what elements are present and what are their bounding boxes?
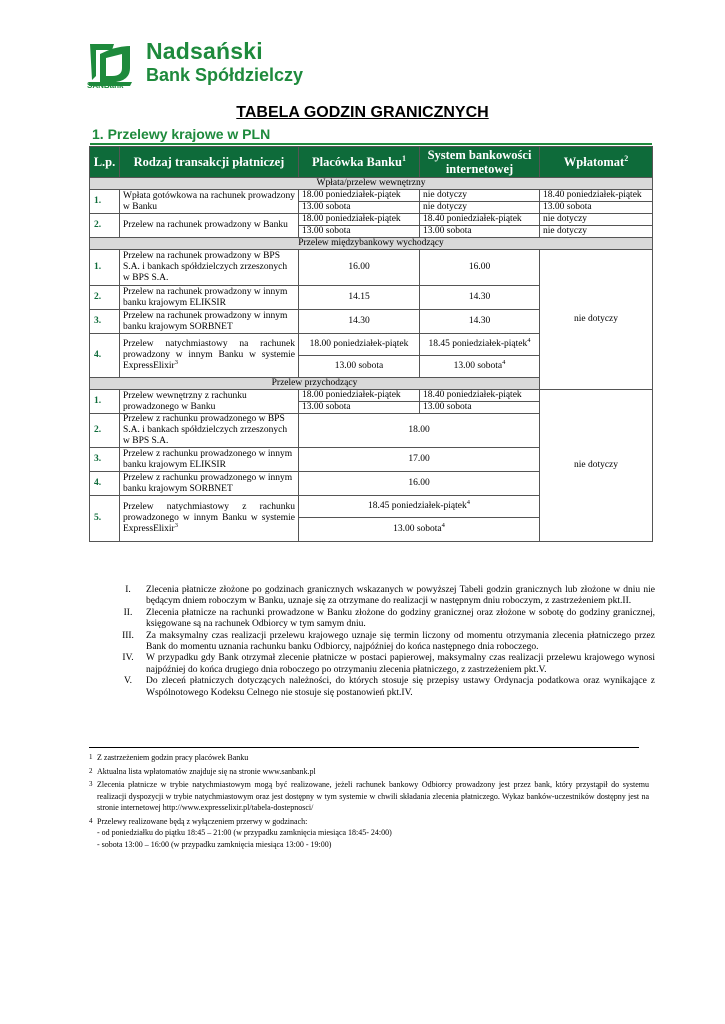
table-cell: 3. <box>90 310 120 334</box>
table-cell: 13.00 sobota <box>540 202 653 214</box>
footnote-line: - sobota 13:00 – 16:00 (w przypadku zamknięcia miesiąca 13:00 - 19:00) <box>97 839 332 849</box>
list-item: II. Zlecenia płatnicze na rachunki prowadzone w Banku złożone do godziny granicznej oraz złożone w sobotę do godziny granicznej, księgowane są na rachunek Odbiorcy w tym samym dniu. <box>123 607 655 630</box>
notes-list <box>110 585 655 699</box>
table-cell: 13.00 sobota <box>420 402 540 414</box>
table-cell: 16.00 <box>299 472 540 496</box>
wplatomat-not-applicable: nie dotyczy <box>540 390 653 542</box>
table-cell: 1. <box>90 190 120 214</box>
table-cell: Przelew na rachunek prowadzony w BPS S.A. i bankach spółdzielczych zrzeszonych w BPS S.A. <box>120 250 299 286</box>
table-cell: Przelew natychmiastowy z rachunku prowadzonego w innym Banku w systemie ExpressElixir$^3$ <box>120 496 299 542</box>
table-cell: 14.30 <box>299 310 420 334</box>
table-cell: Przelew z rachunku prowadzonego w innym banku krajowym SORBNET <box>120 472 299 496</box>
header-placowka: Placówka Banku$^1$ <box>299 147 420 178</box>
section-divider <box>90 143 652 145</box>
table-cell: nie dotyczy <box>420 190 540 202</box>
table-cell: Wpłata/przelew wewnętrzny <box>90 178 653 190</box>
footnote: 3 Zlecenia płatnicze w trybie natychmiastowym mogą być realizowane, jeżeli rachunek bankowy Odbiorcy prowadzony jest przez bank, który przystąpił do systemu realizacji dyspozycji w trybie natychmiastowym oraz jest dostępny w tym systemie w chwili składania zlecenia płatniczego. Wykaz banków-uczestników dostępny jest na stronie internetowej http://www.expresselixir.pl/tabela-dostepnosci/ <box>89 780 649 812</box>
table-cell: 16.00 <box>299 250 420 286</box>
table-cell: Przelew z rachunku prowadzonego w innym banku krajowym ELIKSIR <box>120 448 299 472</box>
table-cell: Przelew z rachunku prowadzonego w BPS S.A. i bankach spółdzielczych zrzeszonych w BPS S.A. <box>120 414 299 448</box>
table-cell: Przelew na rachunek prowadzony w innym banku krajowym SORBNET <box>120 310 299 334</box>
table-cell: 18.40 poniedziałek-piątek <box>420 390 540 402</box>
table-cell: Przelew na rachunek prowadzony w innym banku krajowym ELIKSIR <box>120 286 299 310</box>
table-row <box>90 214 653 226</box>
header-wplatomat: Wpłatomat$^2$ <box>540 147 653 178</box>
table-cell: nie dotyczy <box>420 202 540 214</box>
table-cell: 18.45 poniedziałek-piątek$^4$ <box>299 496 540 518</box>
table-cell: 14.30 <box>420 310 540 334</box>
table-cell: 1. <box>90 390 120 414</box>
table-cell: 18.00 poniedziałek-piątek <box>299 190 420 202</box>
footnote: 1 Z zastrzeżeniem godzin pracy placówek Banku <box>89 753 249 762</box>
table-cell: Przelew natychmiastowy na rachunek prowadzony w innym Banku w systemie ExpressElixir$^3$ <box>120 334 299 378</box>
table-cell: nie dotyczy <box>540 214 653 226</box>
table-row <box>90 250 653 286</box>
table-cell: 13.00 sobota <box>299 402 420 414</box>
section-heading: 1. Przelewy krajowe w PLN <box>92 126 271 142</box>
bank-name-line1: Nadsański <box>146 38 263 64</box>
table-cell: 2. <box>90 214 120 238</box>
table-cell: Wpłata gotówkowa na rachunek prowadzony w Banku <box>120 190 299 214</box>
table-cell: 2. <box>90 414 120 448</box>
table-cell: Przelew przychodzący <box>90 378 540 390</box>
table-cell: 17.00 <box>299 448 540 472</box>
table-cell: 18.45 poniedziałek-piątek$^4$ <box>420 334 540 356</box>
table-cell: 13.00 sobota <box>299 226 420 238</box>
table-cell: 4. <box>90 334 120 378</box>
table-cell: 5. <box>90 496 120 542</box>
table-row <box>90 190 653 202</box>
group-separator <box>90 238 653 250</box>
table-cell: 18.40 poniedziałek-piątek <box>420 214 540 226</box>
bank-logo <box>86 38 304 92</box>
wplatomat-not-applicable: nie dotyczy <box>540 250 653 390</box>
table-cell: 18.40 poniedziałek-piątek <box>540 190 653 202</box>
footnote-line: - od poniedziałku do piątku 18:45 – 21:00 (w przypadku zamknięcia miesiąca 18:45- 24:00) <box>97 828 392 837</box>
cutoff-times-table <box>89 146 653 542</box>
table-cell: 14.30 <box>420 286 540 310</box>
footnotes <box>89 752 649 850</box>
table-cell: Przelew międzybankowy wychodzący <box>90 238 653 250</box>
header-system: System bankowości internetowej <box>420 147 540 178</box>
bank-name-line2: Bank Spółdzielczy <box>146 65 304 85</box>
header-lp: L.p. <box>90 147 120 178</box>
table-cell: 13.00 sobota <box>420 226 540 238</box>
bank-short-name: SANBank <box>87 81 124 90</box>
table-cell: 13.00 sobota$^4$ <box>420 356 540 378</box>
table-cell: 16.00 <box>420 250 540 286</box>
table-cell: 13.00 sobota$^4$ <box>299 518 540 542</box>
list-item: IV. W przypadku gdy Bank otrzymał zlecenie płatnicze w postaci papierowej, maksymalny czas realizacji przelewu krajowego wynosi najpóźniej do końca drugiego dnia roboczego po otrzymaniu zlecenia płatniczego, z zastrzeżeniem pkt.V. <box>122 653 655 675</box>
footnote: 4 Przelewy realizowane będą z wyłączeniem przerwy w godzinach: <box>89 816 308 826</box>
footnote-divider <box>89 747 639 748</box>
table-cell: 1. <box>90 250 120 286</box>
list-item: V. Do zleceń płatniczych dotyczących należności, do których stosuje się przepisy ustawy Ordynacja podatkowa oraz wynikające z Wspólnotowego Kodeksu Celnego nie stosuje się postanowień pkt.IV. <box>123 676 655 698</box>
table-cell: 18.00 poniedziałek-piątek <box>299 334 420 356</box>
table-cell: nie dotyczy <box>540 226 653 238</box>
table-cell: 2. <box>90 286 120 310</box>
table-cell: Przelew na rachunek prowadzony w Banku <box>120 214 299 238</box>
table-cell: 13.00 sobota <box>299 356 420 378</box>
header-rodzaj: Rodzaj transakcji płatniczej <box>120 147 299 178</box>
table-header <box>90 147 653 178</box>
page-title: TABELA GODZIN GRANICZNYCH <box>236 104 489 121</box>
table-cell: 13.00 sobota <box>299 202 420 214</box>
footnote: 2 Aktualna lista wpłatomatów znajduje się na stronie www.sanbank.pl <box>89 766 316 776</box>
table-row <box>90 390 653 402</box>
table-cell: 18.00 poniedziałek-piątek <box>299 390 420 402</box>
table-cell: 18.00 <box>299 414 540 448</box>
table-cell: Przelew wewnętrzny z rachunku prowadzonego w Banku <box>120 390 299 414</box>
table-cell: 14.15 <box>299 286 420 310</box>
table-cell: 4. <box>90 472 120 496</box>
table-cell: 3. <box>90 448 120 472</box>
list-item: I. Zlecenia płatnicze złożone po godzinach granicznych wskazanych w powyższej Tabeli godzin granicznych lub złożone w dniu nie będącym dniem roboczym w Banku, uznaje się za otrzymane do realizacji w następnym dniu roboczym, z zastrzeżeniem pkt.II. <box>125 585 655 607</box>
list-item: III. Za maksymalny czas realizacji przelewu krajowego uznaje się termin liczony od momentu otrzymania zlecenia płatniczego przez Bank do momentu uznania rachunku banku Odbiorcy, najpóźniej do końca następnego dnia roboczego. <box>122 630 655 653</box>
table-cell: 18.00 poniedziałek-piątek <box>299 214 420 226</box>
group-separator <box>90 178 653 190</box>
